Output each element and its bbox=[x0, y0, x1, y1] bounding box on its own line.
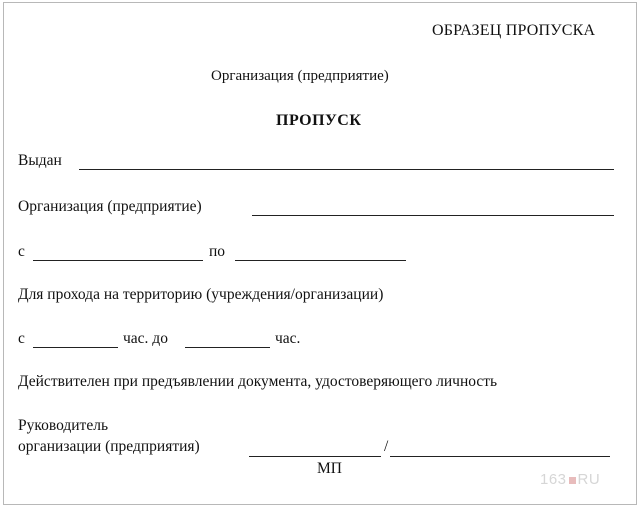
organization-heading: Организация (предприятие) bbox=[211, 68, 389, 84]
access-text: Для прохода на территорию (учреждения/организации) bbox=[18, 286, 384, 303]
slash-separator: / bbox=[384, 438, 389, 455]
date-to-label: по bbox=[209, 243, 226, 260]
form-header: ОБРАЗЕЦ ПРОПУСКА bbox=[432, 22, 596, 39]
pass-title: ПРОПУСК bbox=[276, 112, 362, 129]
hours-label: час. bbox=[275, 330, 301, 347]
validity-text: Действителен при предъявлении документа, удостоверяющего личность bbox=[18, 373, 498, 390]
organization-field[interactable] bbox=[252, 215, 614, 216]
signature-field[interactable] bbox=[249, 456, 381, 457]
issued-label: Выдан bbox=[18, 152, 62, 169]
time-from-label: с bbox=[18, 330, 25, 347]
watermark-suffix: RU bbox=[577, 471, 601, 488]
site-watermark bbox=[540, 471, 600, 488]
watermark-number: 163 bbox=[540, 471, 567, 488]
issued-to-field[interactable] bbox=[79, 169, 614, 170]
stamp-label: МП bbox=[317, 460, 342, 477]
date-from-label: с bbox=[18, 243, 25, 260]
time-from-field[interactable] bbox=[33, 347, 118, 348]
time-to-field[interactable] bbox=[185, 347, 270, 348]
pass-form-page bbox=[3, 2, 637, 505]
hours-until-label: час. до bbox=[123, 330, 168, 347]
date-from-field[interactable] bbox=[33, 260, 203, 261]
organization-label: Организация (предприятие) bbox=[18, 198, 202, 215]
head-label-line2: организации (предприятия) bbox=[18, 438, 200, 455]
watermark-dot-icon bbox=[569, 477, 576, 484]
date-to-field[interactable] bbox=[235, 260, 406, 261]
head-label-line1: Руководитель bbox=[18, 417, 109, 434]
signature-name-field[interactable] bbox=[390, 456, 610, 457]
